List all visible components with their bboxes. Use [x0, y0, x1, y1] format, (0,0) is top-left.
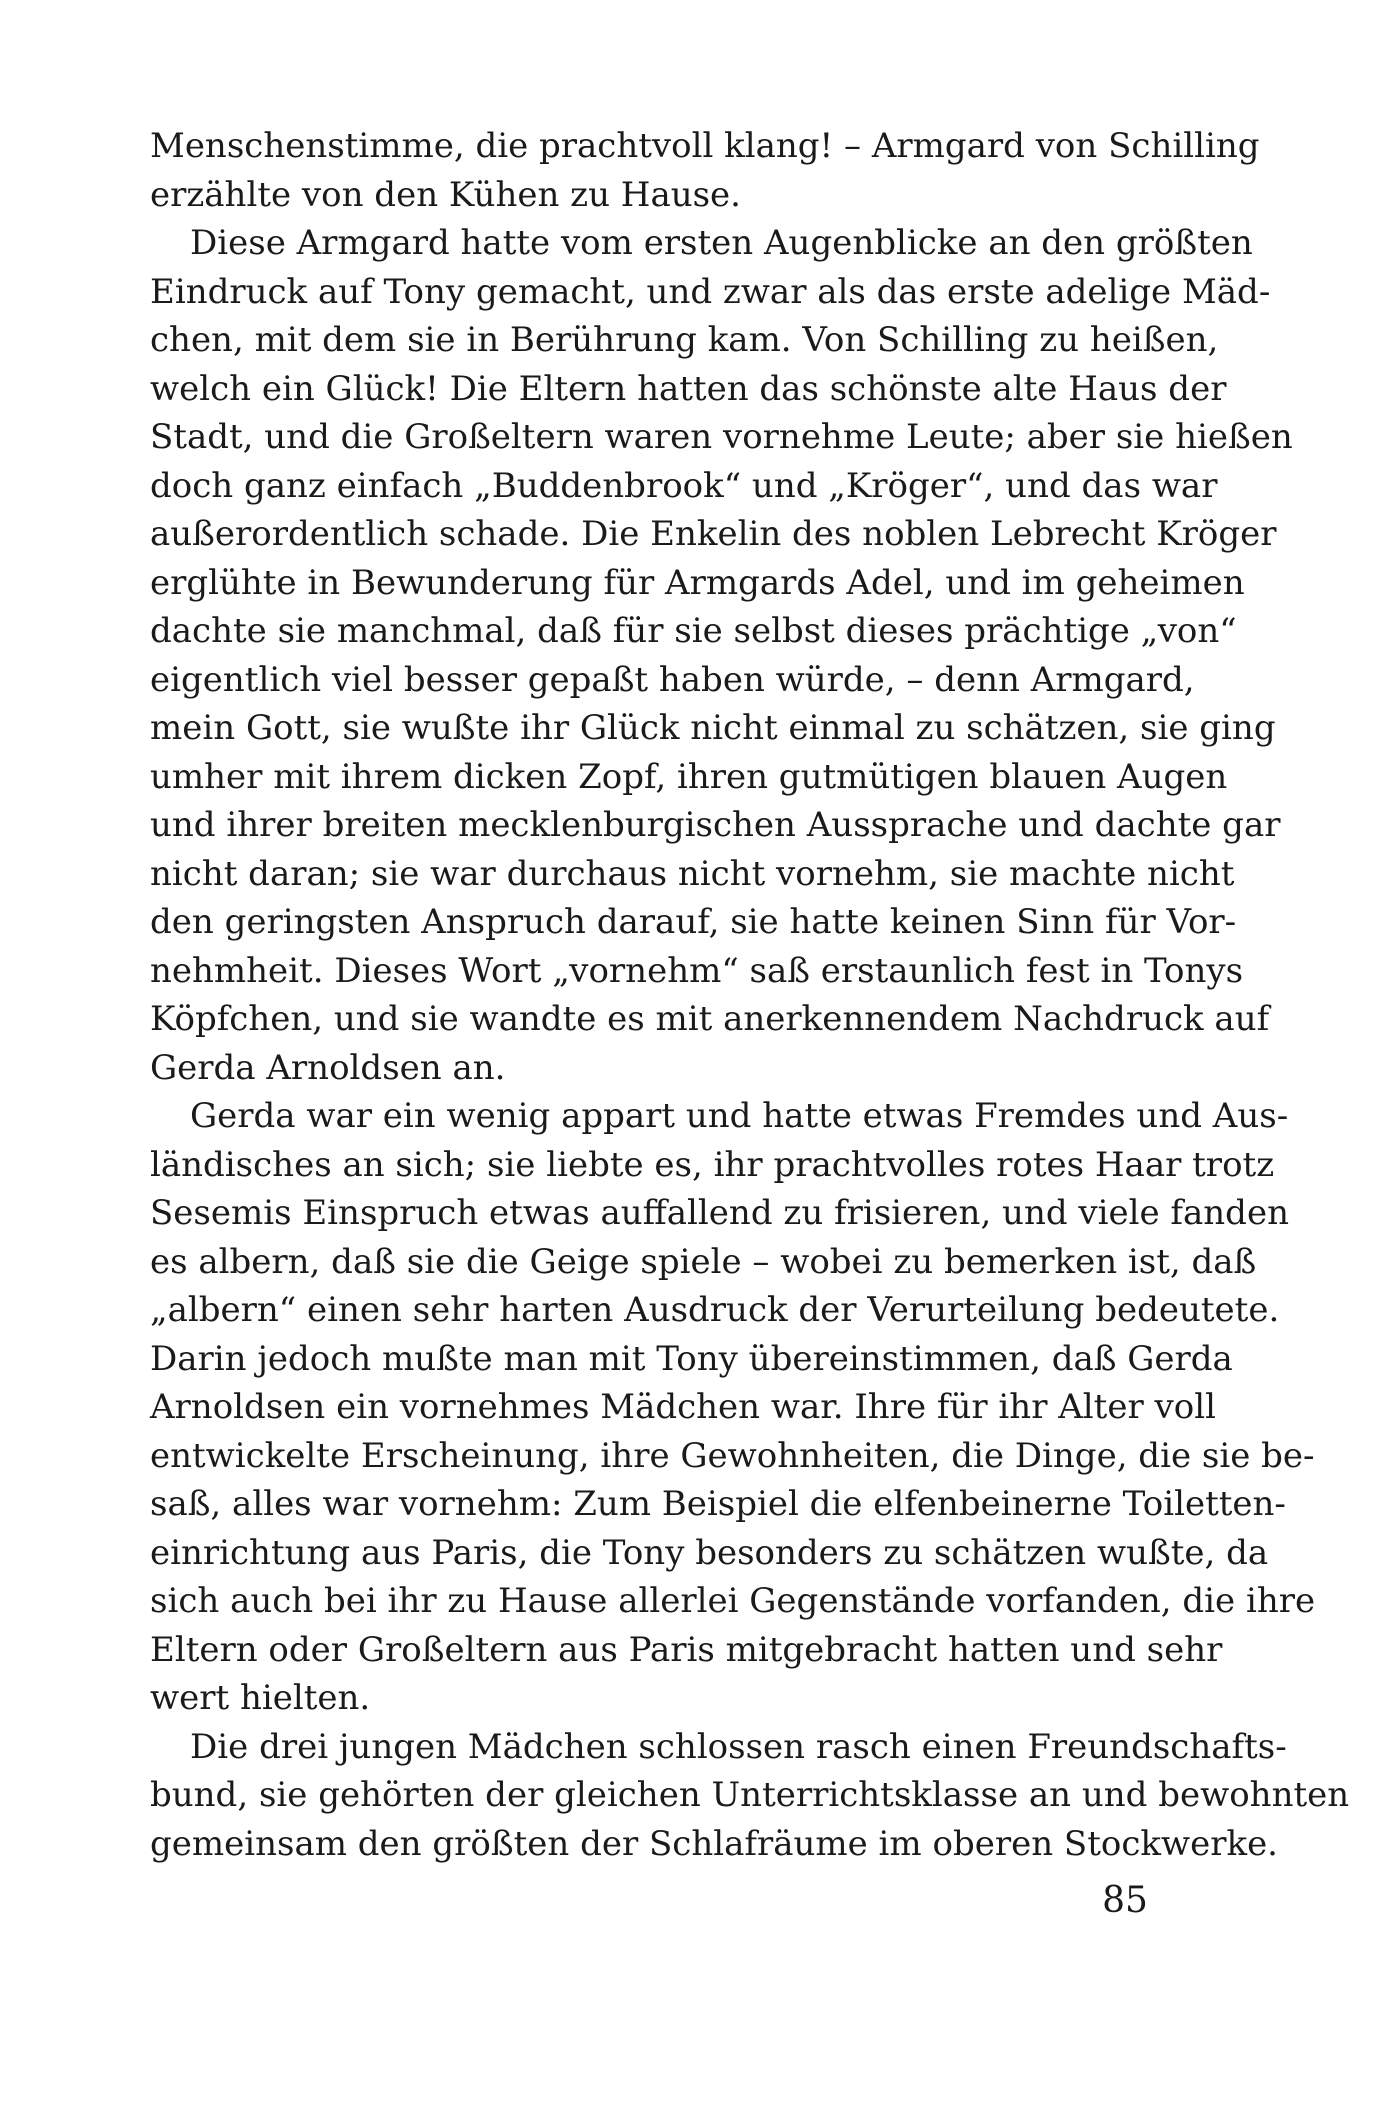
- text-line: Darin jedoch mußte man mit Tony übereinstimmen, daß Gerda: [150, 1338, 1233, 1379]
- text-line: es albern, daß sie die Geige spiele – wobei zu bemerken ist, daß: [150, 1241, 1257, 1282]
- text-line: sich auch bei ihr zu Hause allerlei Gegenstände vorfanden, die ihre: [150, 1581, 1316, 1621]
- text-line: Stadt, und die Großeltern waren vornehme Leute; aber sie hießen: [150, 417, 1293, 457]
- body-text: [150, 122, 1350, 1868]
- text-line: dachte sie manchmal, daß für sie selbst dieses prächtige „von“: [150, 611, 1237, 651]
- text-line: eigentlich viel besser gepaßt haben würde, – denn Armgard,: [150, 659, 1195, 700]
- text-line: den geringsten Anspruch darauf, sie hatte keinen Sinn für Vor-: [150, 902, 1237, 942]
- text-line: Eindruck auf Tony gemacht, und zwar als das erste adelige Mäd-: [150, 271, 1271, 312]
- text-line: Diese Armgard hatte vom ersten Augenblicke an den größten: [190, 223, 1253, 263]
- text-line: nicht daran; sie war durchaus nicht vornehm, sie machte nicht: [150, 853, 1235, 894]
- text-line: Gerda Arnoldsen an.: [150, 1047, 506, 1088]
- text-line: gemeinsam den größten der Schlafräume im oberen Stockwerke.: [150, 1823, 1278, 1864]
- text-line: chen, mit dem sie in Berührung kam. Von Schilling zu heißen,: [150, 320, 1219, 360]
- text-line: erzählte von den Kühen zu Hause.: [150, 174, 741, 215]
- text-line: umher mit ihrem dicken Zopf, ihren gutmütigen blauen Augen: [150, 756, 1228, 797]
- text-line: welch ein Glück! Die Eltern hatten das schönste alte Haus der: [150, 368, 1227, 409]
- text-line: einrichtung aus Paris, die Tony besonders zu schätzen wußte, da: [150, 1532, 1269, 1573]
- text-line: entwickelte Erscheinung, ihre Gewohnheiten, die Dinge, die sie be-: [150, 1435, 1315, 1476]
- text-line: nehmheit. Dieses Wort „vornehm“ saß erstaunlich fest in Tonys: [150, 950, 1244, 991]
- text-line: saß, alles war vornehm: Zum Beispiel die elfenbeinerne Toiletten-: [150, 1484, 1286, 1524]
- text-line: mein Gott, sie wußte ihr Glück nicht einmal zu schätzen, sie ging: [150, 708, 1276, 748]
- text-line: Arnoldsen ein vornehmes Mädchen war. Ihre für ihr Alter voll: [150, 1387, 1216, 1427]
- text-line: ländisches an sich; sie liebte es, ihr prachtvolles rotes Haar trotz: [150, 1144, 1275, 1185]
- text-line: Sesemis Einspruch etwas auffallend zu frisieren, und viele fanden: [150, 1193, 1289, 1233]
- text-line: Gerda war ein wenig appart und hatte etwas Fremdes und Aus-: [190, 1096, 1289, 1136]
- text-line: erglühte in Bewunderung für Armgards Adel, und im geheimen: [150, 562, 1245, 603]
- text-line: bund, sie gehörten der gleichen Unterrichtsklasse an und bewohnten: [150, 1775, 1350, 1815]
- text-line: Köpfchen, und sie wandte es mit anerkennendem Nachdruck auf: [150, 999, 1270, 1039]
- text-line: und ihrer breiten mecklenburgischen Aussprache und dachte gar: [150, 805, 1281, 845]
- text-line: Eltern oder Großeltern aus Paris mitgebracht hatten und sehr: [150, 1629, 1223, 1670]
- page-number: 85: [1102, 1880, 1148, 1921]
- text-line: „albern“ einen sehr harten Ausdruck der Verurteilung bedeutete.: [150, 1290, 1280, 1330]
- text-line: Die drei jungen Mädchen schlossen rasch einen Freundschafts-: [190, 1726, 1287, 1767]
- text-line: wert hielten.: [150, 1678, 371, 1718]
- text-line: außerordentlich schade. Die Enkelin des noblen Lebrecht Kröger: [150, 514, 1277, 554]
- text-line: Menschenstimme, die prachtvoll klang! – Armgard von Schilling: [150, 126, 1260, 166]
- text-line: doch ganz einfach „Buddenbrook“ und „Kröger“, und das war: [150, 465, 1218, 506]
